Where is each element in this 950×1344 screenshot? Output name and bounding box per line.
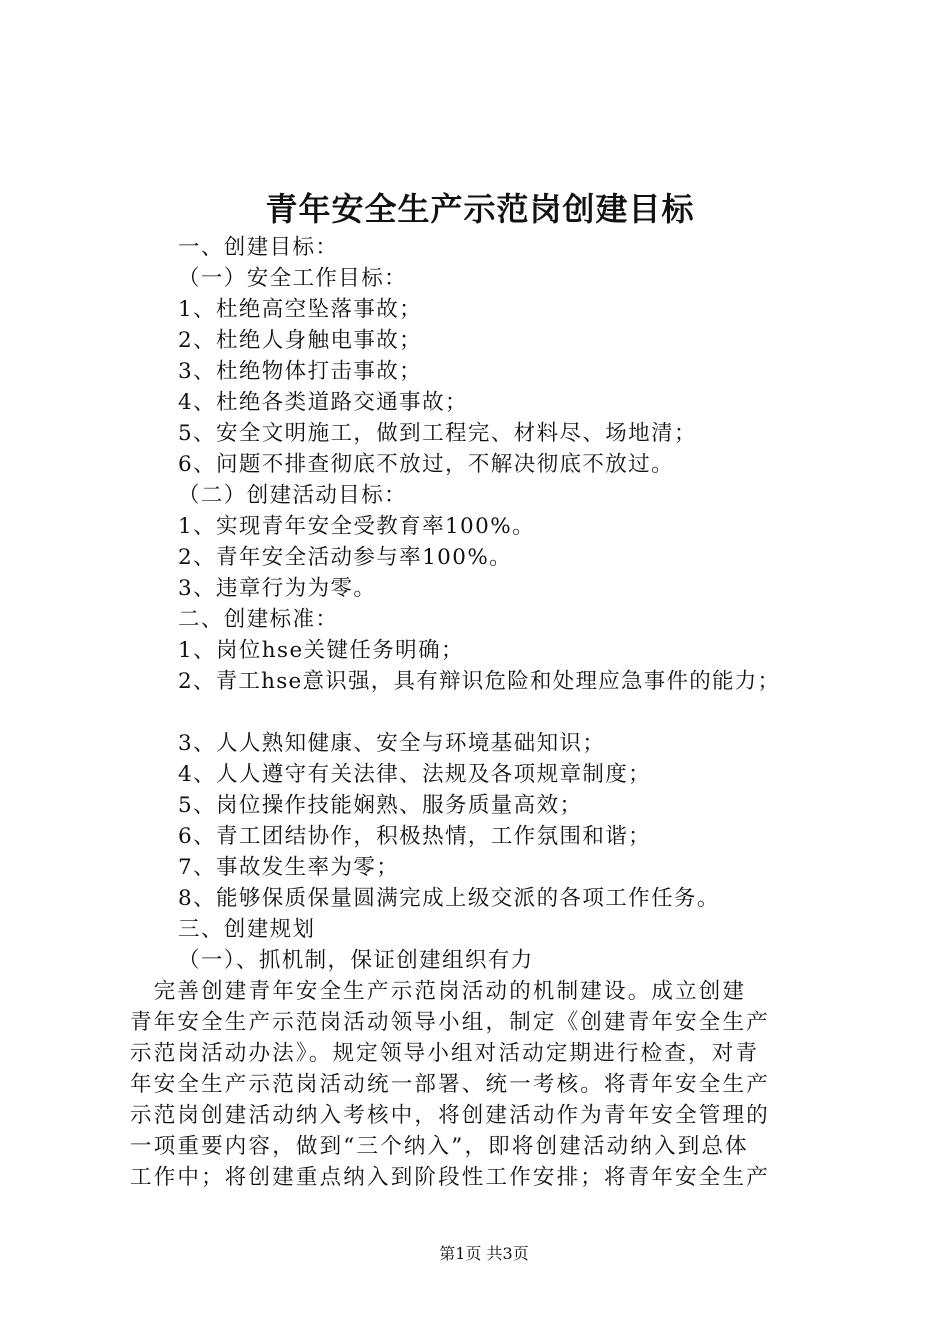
page-title: 青年安全生产示范岗创建目标 bbox=[265, 190, 695, 228]
list-item: 3、人人熟知健康、安全与环境基础知识； bbox=[178, 731, 606, 756]
list-item: 8、能够保质保量圆满完成上级交派的各项工作任务。 bbox=[178, 886, 720, 911]
subsection-activity-goals: （二）创建活动目标： bbox=[178, 483, 408, 508]
section-heading-goals: 一、创建目标： bbox=[178, 235, 339, 260]
subsection-safety-goals: （一）安全工作目标： bbox=[178, 266, 408, 291]
list-item: 1、实现青年安全受教育率100%。 bbox=[178, 514, 535, 539]
paragraph-line: 一项重要内容，做到“三个纳入”，即将创建活动纳入到总体 bbox=[130, 1134, 749, 1159]
list-item: 1、杜绝高空坠落事故； bbox=[178, 297, 423, 322]
subsection-mechanism: （一）、抓机制，保证创建组织有力 bbox=[178, 948, 534, 973]
paragraph-line: 示范岗活动办法》。规定领导小组对活动定期进行检查，对青 bbox=[130, 1041, 760, 1066]
list-item: 2、青年安全活动参与率100%。 bbox=[178, 545, 513, 570]
paragraph-line: 工作中；将创建重点纳入到阶段性工作安排；将青年安全生产 bbox=[130, 1165, 770, 1190]
list-item: 5、岗位操作技能娴熟、服务质量高效； bbox=[178, 793, 583, 818]
list-item: 6、青工团结协作，积极热情，工作氛围和谐； bbox=[178, 824, 652, 849]
list-item: 2、青工hse意识强，具有辩识危险和处理应急事件的能力； bbox=[178, 669, 781, 694]
paragraph-line: 年安全生产示范岗活动统一部署、统一考核。将青年安全生产 bbox=[130, 1072, 770, 1097]
paragraph-line: 完善创建青年安全生产示范岗活动的机制建设。成立创建 bbox=[130, 979, 747, 1004]
section-heading-plan: 三、创建规划 bbox=[178, 917, 316, 942]
list-item: 5、安全文明施工，做到工程完、材料尽、场地清； bbox=[178, 421, 697, 446]
list-item: 4、人人遵守有关法律、法规及各项规章制度； bbox=[178, 762, 652, 787]
list-item: 3、违章行为为零。 bbox=[178, 576, 377, 601]
list-item: 7、事故发生率为零； bbox=[178, 855, 400, 880]
list-item: 4、杜绝各类道路交通事故； bbox=[178, 390, 468, 415]
list-item: 2、杜绝人身触电事故； bbox=[178, 328, 423, 353]
paragraph-line: 示范岗创建活动纳入考核中，将创建活动作为青年安全管理的 bbox=[130, 1103, 770, 1128]
section-heading-standards: 二、创建标准： bbox=[178, 607, 339, 632]
list-item: 6、问题不排查彻底不放过，不解决彻底不放过。 bbox=[178, 452, 674, 477]
list-item: 3、杜绝物体打击事故； bbox=[178, 359, 423, 384]
page-footer: 第1页 共3页 bbox=[439, 1244, 529, 1263]
list-item: 1、岗位hse关键任务明确； bbox=[178, 638, 464, 663]
paragraph-line: 青年安全生产示范岗活动领导小组，制定《创建青年安全生产 bbox=[130, 1010, 770, 1035]
